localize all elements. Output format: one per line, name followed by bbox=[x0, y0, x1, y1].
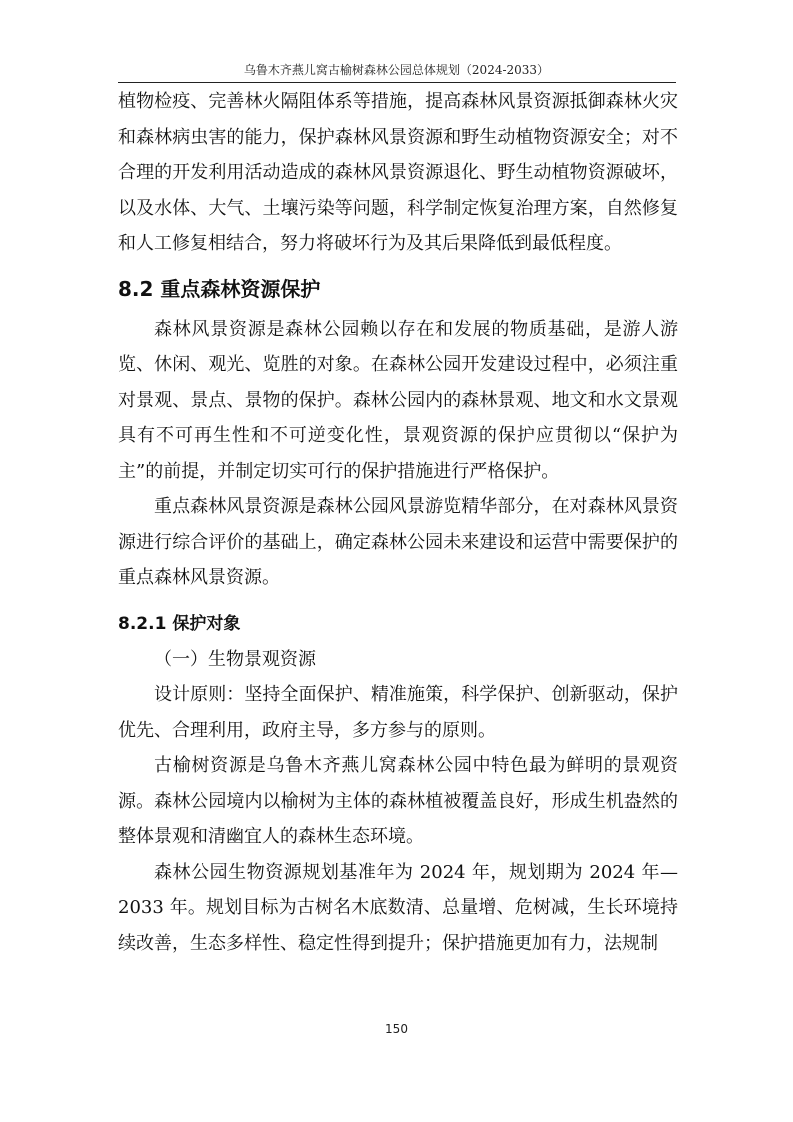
running-header: 乌鲁木齐燕儿窝古榆树森林公园总体规划（2024-2033） bbox=[243, 63, 550, 77]
body-paragraph: 森林风景资源是森林公园赖以存在和发展的物质基础，是游人游览、休闲、观光、览胜的对象。在森林公园开发建设过程中，必须注重对景观、景点、景物的保护。森林公园内的森林景观、地文和水文景观具有不可再生性和不可逆变化性，景观资源的保护应贯彻以“保护为主”的前提，并制定切实可行的保护措施进行严格保护。 bbox=[118, 318, 678, 482]
page-number: 150 bbox=[385, 1022, 408, 1036]
section-heading-8-2: 8.2 重点森林资源保护 bbox=[118, 276, 321, 301]
page-body bbox=[118, 84, 678, 961]
body-paragraph: 重点森林风景资源是森林公园风景游览精华部分，在对森林风景资源进行综合评价的基础上，确定森林公园未来建设和运营中需要保护的重点森林风景资源。 bbox=[118, 496, 678, 588]
body-paragraph: 设计原则：坚持全面保护、精准施策，科学保护、创新驱动，保护优先、合理利用，政府主导，多方参与的原则。 bbox=[118, 684, 678, 741]
body-paragraph: 森林公园生物资源规划基准年为 2024 年，规划期为 2024 年—2033 年。规划目标为古树名木底数清、总量增、危树减，生长环境持续改善，生态多样性、稳定性得到提升；保护措施更加有力，法规制 bbox=[118, 861, 678, 954]
subsection-label: （一）生物景观资源 bbox=[154, 648, 316, 670]
header-divider bbox=[118, 82, 676, 83]
continued-paragraph: 植物检疫、完善林火隔阻体系等措施，提高森林风景资源抵御森林火灾和森林病虫害的能力，保护森林风景资源和野生动植物资源安全；对不合理的开发利用活动造成的森林风景资源退化、野生动植物资源破坏，以及水体、大气、土壤污染等问题，科学制定恢复治理方案，自然修复和人工修复相结合，努力将破坏行为及其后果降低到最低程度。 bbox=[118, 91, 678, 254]
section-heading-8-2-1: 8.2.1 保护对象 bbox=[118, 613, 241, 634]
body-paragraph: 古榆树资源是乌鲁木齐燕儿窝森林公园中特色最为鲜明的景观资源。森林公园境内以榆树为主体的森林植被覆盖良好，形成生机盎然的整体景观和清幽宜人的森林生态环境。 bbox=[118, 755, 678, 847]
